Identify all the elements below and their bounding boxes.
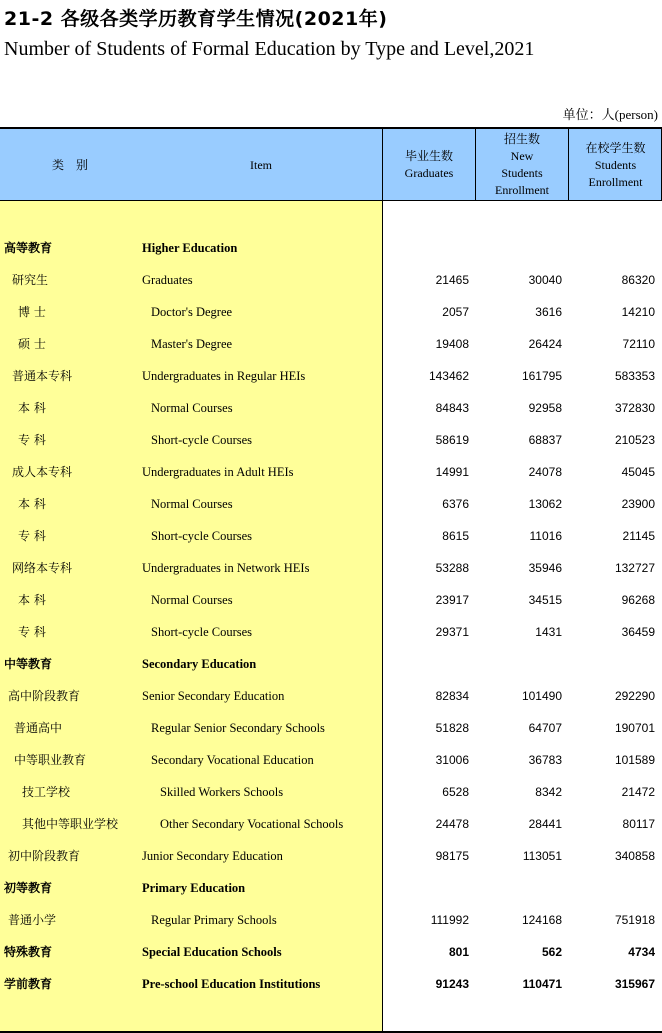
- table-row: [0, 872, 662, 904]
- row-category: 普通本专科: [12, 369, 73, 383]
- row-category: 网络本专科: [12, 561, 73, 575]
- unit-label: 单位：人(person): [562, 107, 658, 122]
- row-enrollment: 8342: [535, 785, 562, 799]
- row-enrollment: 11016: [529, 529, 562, 543]
- row-graduates: 111992: [430, 913, 469, 927]
- row-graduates: 98175: [435, 849, 469, 863]
- row-students: 96268: [621, 593, 655, 607]
- header-students-en2: Enrollment: [588, 174, 643, 189]
- row-graduates: 19408: [435, 337, 469, 351]
- row-item: Normal Courses: [151, 593, 233, 607]
- row-students: 4734: [628, 945, 655, 959]
- row-graduates: 2057: [442, 305, 469, 319]
- row-students: 23900: [621, 497, 655, 511]
- row-students: 80117: [622, 817, 655, 831]
- table-row: [0, 744, 662, 776]
- row-students: 72110: [622, 337, 655, 351]
- row-enrollment: 26424: [528, 337, 562, 351]
- row-students: 36459: [621, 625, 655, 639]
- row-category: 特殊教育: [4, 945, 53, 959]
- row-category: 本 科: [18, 593, 46, 607]
- row-category: 普通高中: [14, 721, 63, 735]
- table-row: [0, 552, 662, 584]
- table-row: [0, 520, 662, 552]
- row-enrollment: 562: [541, 945, 562, 959]
- row-item: Other Secondary Vocational Schools: [160, 817, 344, 831]
- row-graduates: 6376: [442, 497, 469, 511]
- row-enrollment: 30040: [528, 273, 562, 287]
- table-row: [0, 936, 662, 968]
- row-graduates: 31006: [435, 753, 469, 767]
- row-graduates: 53288: [435, 561, 469, 575]
- row-graduates: 91243: [435, 977, 469, 991]
- row-item: Regular Primary Schools: [151, 913, 277, 927]
- header-graduates-en: Graduates: [404, 166, 454, 180]
- row-enrollment: 68837: [528, 433, 562, 447]
- row-graduates: 84843: [435, 401, 469, 415]
- row-graduates: [384, 872, 469, 904]
- header-students-cn: 在校学生数: [585, 140, 646, 155]
- row-item: Master's Degree: [151, 337, 233, 351]
- row-students: 132727: [614, 561, 655, 575]
- row-students: 86320: [621, 273, 655, 287]
- row-graduates: 14991: [435, 465, 469, 479]
- header-enrollment-cn: 招生数: [503, 132, 540, 146]
- row-category: 高中阶段教育: [8, 689, 81, 703]
- row-item: Pre-school Education Institutions: [142, 977, 321, 991]
- row-students: 292290: [614, 689, 655, 703]
- row-students: 190701: [614, 721, 655, 735]
- row-item: Undergraduates in Adult HEIs: [142, 465, 294, 479]
- table-row: [0, 424, 662, 456]
- row-category: 中等教育: [4, 657, 53, 671]
- row-category: 本 科: [18, 401, 46, 415]
- row-students: 21472: [621, 785, 655, 799]
- row-students: 751918: [614, 913, 655, 927]
- row-item: Senior Secondary Education: [142, 689, 285, 703]
- row-category: 初中阶段教育: [8, 849, 81, 863]
- row-item: Secondary Education: [142, 657, 257, 671]
- row-item: Higher Education: [142, 241, 238, 255]
- row-enrollment: [476, 648, 562, 680]
- row-graduates: 58619: [435, 433, 469, 447]
- row-enrollment: 13062: [528, 497, 562, 511]
- row-category: 中等职业教育: [14, 753, 87, 767]
- row-students: [569, 872, 655, 904]
- row-graduates: 23917: [435, 593, 469, 607]
- row-category: 技工学校: [22, 785, 71, 799]
- row-students: [569, 648, 655, 680]
- row-item: Short-cycle Courses: [151, 625, 253, 639]
- row-category: 研究生: [12, 273, 49, 287]
- table-row: [0, 712, 662, 744]
- row-graduates: 6528: [442, 785, 469, 799]
- row-enrollment: 113051: [522, 849, 562, 863]
- header-enrollment-en2: Students: [501, 166, 543, 180]
- header-item: [140, 129, 382, 201]
- column-divider: [568, 127, 569, 201]
- row-graduates: 801: [448, 945, 469, 959]
- row-students: 583353: [614, 369, 655, 383]
- page-title-en: Number of Students of Formal Education by Type and Level,2021: [4, 38, 535, 60]
- row-item: Undergraduates in Regular HEIs: [142, 369, 306, 383]
- row-item: Graduates: [142, 273, 193, 287]
- row-graduates: [384, 232, 469, 264]
- table-row: [0, 968, 662, 1000]
- row-category: 其他中等职业学校: [22, 817, 119, 831]
- row-category: 本 科: [18, 497, 46, 511]
- row-graduates: 8615: [442, 529, 469, 543]
- table-row: [0, 648, 662, 680]
- row-enrollment: 64707: [528, 721, 562, 735]
- row-enrollment: 1431: [535, 625, 562, 639]
- students-table: [0, 127, 662, 1032]
- row-category: 专 科: [18, 625, 46, 639]
- row-enrollment: 3616: [535, 305, 562, 319]
- row-category: 初等教育: [4, 881, 53, 895]
- row-students: 340858: [614, 849, 655, 863]
- page-title-cn: 21-2 各级各类学历教育学生情况(2021年): [4, 8, 388, 30]
- header-graduates-cn: 毕业生数: [404, 149, 453, 163]
- header-category-label: 类 别: [51, 157, 88, 172]
- row-graduates: 21465: [435, 273, 469, 287]
- row-enrollment: [476, 872, 562, 904]
- table-row: [0, 808, 662, 840]
- table-header: [0, 127, 662, 201]
- header-students-en1: Students: [594, 157, 637, 172]
- table-row: [0, 776, 662, 808]
- table-row: [0, 616, 662, 648]
- row-item: Special Education Schools: [142, 945, 282, 959]
- row-category: 学前教育: [4, 977, 53, 991]
- row-students: 372830: [614, 401, 655, 415]
- row-item: Undergraduates in Network HEIs: [142, 561, 310, 575]
- row-enrollment: 35946: [528, 561, 562, 575]
- table-row: [0, 584, 662, 616]
- row-graduates: 51828: [435, 721, 469, 735]
- row-enrollment: 110471: [522, 977, 562, 991]
- row-students: 45045: [621, 465, 655, 479]
- row-students: [569, 232, 655, 264]
- row-item: Secondary Vocational Education: [151, 753, 314, 767]
- table-row: [0, 904, 662, 936]
- row-item: Normal Courses: [151, 401, 233, 415]
- row-category: 硕 士: [18, 337, 46, 351]
- column-divider: [475, 127, 476, 201]
- row-category: 专 科: [18, 433, 46, 447]
- row-category: 专 科: [18, 529, 46, 543]
- row-graduates: 24478: [435, 817, 469, 831]
- row-graduates: [384, 648, 469, 680]
- table-row: [0, 328, 662, 360]
- table-row: [0, 232, 662, 264]
- header-enrollment: [476, 129, 568, 201]
- row-students: 21145: [622, 529, 655, 543]
- row-category: 普通小学: [8, 913, 57, 927]
- row-students: 315967: [614, 977, 655, 991]
- table-row: [0, 840, 662, 872]
- header-enrollment-en3: Enrollment: [495, 183, 549, 197]
- row-students: 101589: [614, 753, 655, 767]
- table-row: [0, 296, 662, 328]
- table-row: [0, 488, 662, 520]
- table-row: [0, 456, 662, 488]
- table-row: [0, 680, 662, 712]
- row-students: 210523: [614, 433, 655, 447]
- row-enrollment: 124168: [521, 913, 562, 927]
- header-enrollment-en1: New: [510, 149, 534, 163]
- row-item: Primary Education: [142, 881, 246, 895]
- row-enrollment: 101490: [521, 689, 562, 703]
- row-item: Doctor's Degree: [151, 305, 233, 319]
- row-item: Junior Secondary Education: [142, 849, 283, 863]
- row-graduates: 143462: [428, 369, 469, 383]
- header-item-label: Item: [250, 157, 272, 172]
- table-row: [0, 360, 662, 392]
- row-enrollment: 36783: [528, 753, 562, 767]
- row-enrollment: 28441: [528, 817, 562, 831]
- row-enrollment: [476, 232, 562, 264]
- row-graduates: 29371: [435, 625, 469, 639]
- row-item: Regular Senior Secondary Schools: [151, 721, 325, 735]
- row-enrollment: 24078: [528, 465, 562, 479]
- header-students: [569, 129, 662, 201]
- row-category: 高等教育: [4, 241, 53, 255]
- row-item: Normal Courses: [151, 497, 233, 511]
- row-enrollment: 34515: [528, 593, 562, 607]
- row-enrollment: 92958: [528, 401, 562, 415]
- table-row: [0, 392, 662, 424]
- row-item: Short-cycle Courses: [151, 433, 253, 447]
- row-enrollment: 161795: [521, 369, 562, 383]
- row-category: 成人本专科: [12, 465, 73, 479]
- table-row: [0, 264, 662, 296]
- header-category: [0, 129, 140, 201]
- row-category: 博 士: [18, 305, 46, 319]
- row-students: 14210: [621, 305, 655, 319]
- row-item: Short-cycle Courses: [151, 529, 253, 543]
- header-graduates: [383, 129, 475, 201]
- row-item: Skilled Workers Schools: [160, 785, 284, 799]
- row-graduates: 82834: [435, 689, 469, 703]
